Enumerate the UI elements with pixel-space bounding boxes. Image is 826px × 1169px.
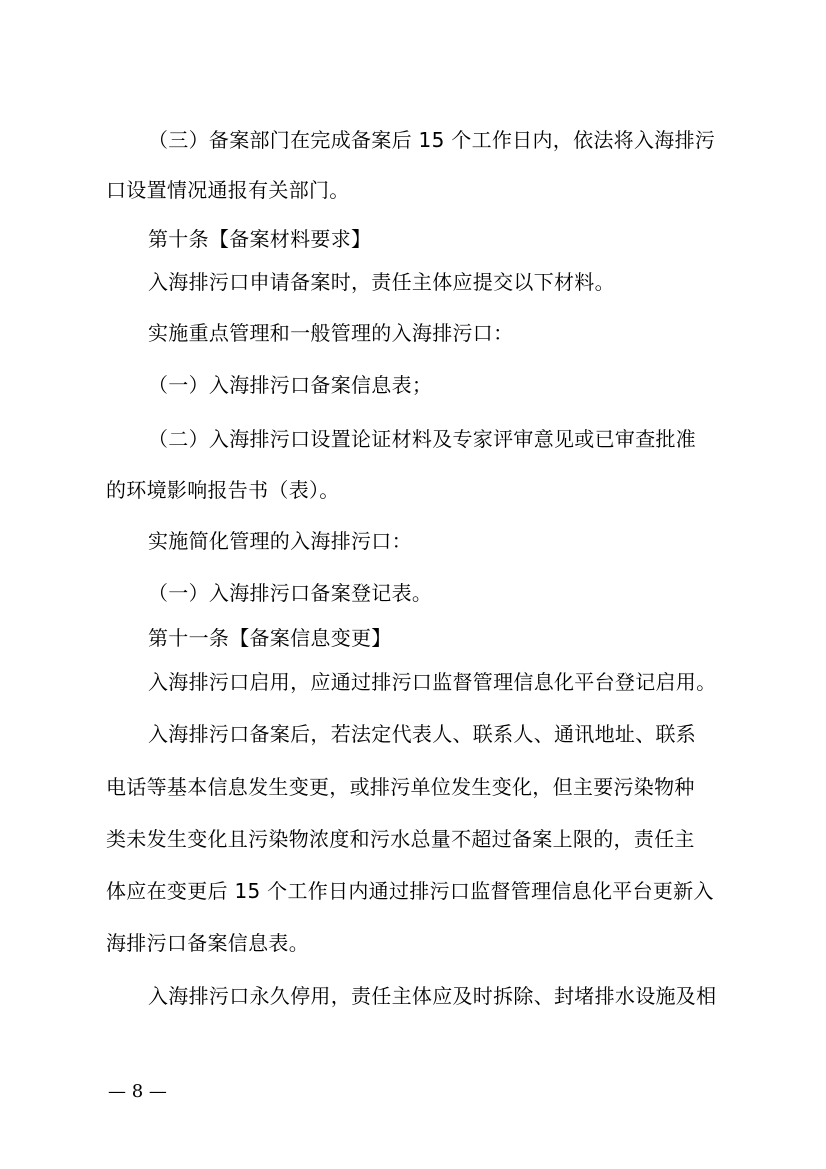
paragraph-line: 电话等基本信息发生变更，或排污单位发生变化，但主要污染物种 [106,775,695,799]
list-item: （一）入海排污口备案登记表。 [148,581,433,605]
article-heading: 第十一条【备案信息变更】 [148,626,392,650]
paragraph-line: （三）备案部门在完成备案后 15 个工作日内，依法将入海排污 [148,128,716,152]
paragraph-line: 入海排污口永久停用，责任主体应及时拆除、封堵排水设施及相 [148,984,717,1008]
paragraph-line: 体应在变更后 15 个工作日内通过排污口监督管理信息化平台更新入 [106,879,714,903]
article-heading: 第十条【备案材料要求】 [148,227,372,251]
paragraph-line: 的环境影响报告书（表）。 [106,478,340,502]
paragraph-line: 海排污口备案信息表。 [106,931,309,955]
list-item: （一）入海排污口备案信息表； [148,373,433,397]
paragraph-line: 入海排污口申请备案时，责任主体应提交以下材料。 [148,270,615,294]
paragraph-line: 实施简化管理的入海排污口： [148,529,412,553]
page-number: — 8 — [108,1081,167,1102]
paragraph-line: 入海排污口备案后，若法定代表人、联系人、通讯地址、联系 [148,722,697,746]
paragraph-line: 入海排污口启用，应通过排污口监督管理信息化平台登记启用。 [148,670,717,694]
paragraph-line: 实施重点管理和一般管理的入海排污口： [148,321,514,345]
paragraph-line: 类未发生变化且污染物浓度和污水总量不超过备案上限的，责任主 [106,827,695,851]
list-item: （二）入海排污口设置论证材料及专家评审意见或已审查批准 [148,427,697,451]
paragraph-line: 口设置情况通报有关部门。 [106,178,350,202]
